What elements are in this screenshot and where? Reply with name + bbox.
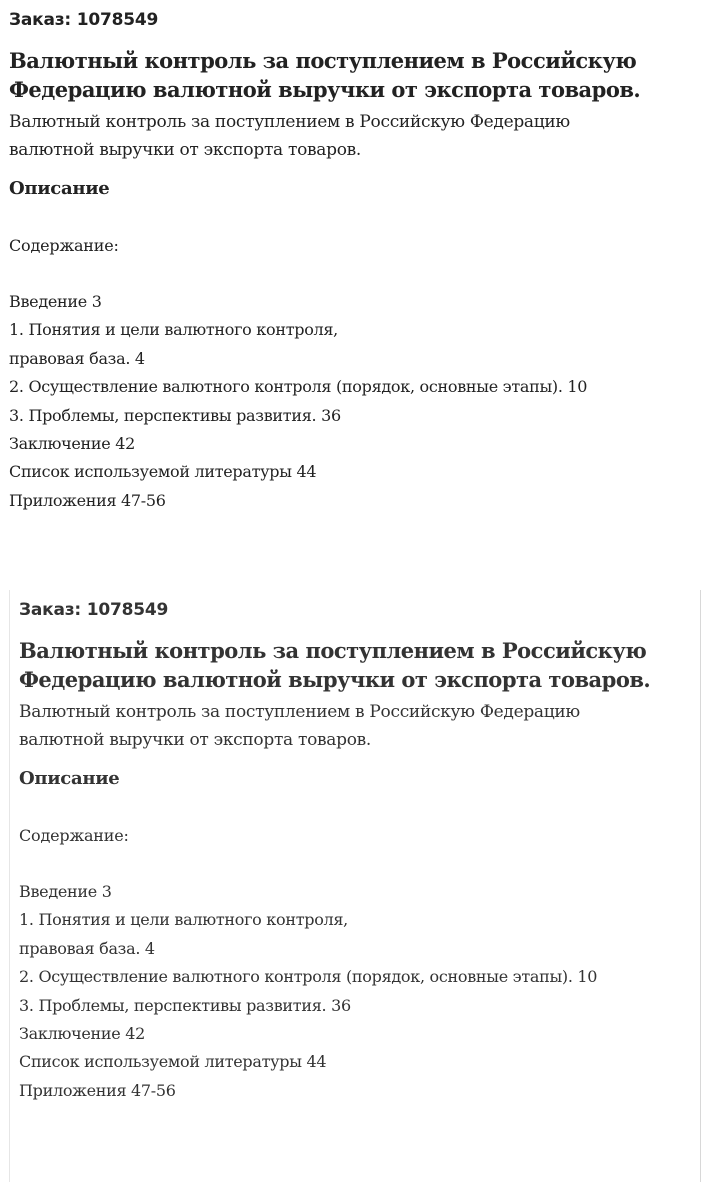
toc-item: 3. Проблемы, перспективы развития. 36 xyxy=(9,405,341,425)
contents-label: Содержание: xyxy=(9,236,119,255)
toc-item: 1. Понятия и цели валютного контроля, xyxy=(9,320,338,340)
toc-item: Введение 3 xyxy=(9,292,102,311)
document-title-line: Валютный контроль за поступлением в Российскую xyxy=(19,638,647,663)
description-heading: Описание xyxy=(19,768,120,789)
document-block-duplicate xyxy=(9,590,701,1182)
document-title-line: Федерацию валютной выручки от экспорта товаров. xyxy=(9,77,641,102)
toc-item: правовая база. 4 xyxy=(19,938,155,958)
toc-item: Введение 3 xyxy=(19,882,112,901)
toc-item: 1. Понятия и цели валютного контроля, xyxy=(19,910,348,930)
document-title-line: Федерацию валютной выручки от экспорта товаров. xyxy=(19,667,651,692)
document-subtitle xyxy=(9,108,692,164)
toc-item: правовая база. 4 xyxy=(9,348,145,368)
toc-item: 3. Проблемы, перспективы развития. 36 xyxy=(19,995,351,1015)
toc-item: Список используемой литературы 44 xyxy=(9,462,317,482)
toc-item: Список используемой литературы 44 xyxy=(19,1052,327,1072)
document-subtitle xyxy=(19,698,691,754)
toc-item: Приложения 47-56 xyxy=(19,1080,176,1100)
toc-item: Заключение 42 xyxy=(19,1024,145,1044)
toc-item: Заключение 42 xyxy=(9,434,135,454)
order-number: Заказ: 1078549 xyxy=(19,600,169,620)
table-of-contents xyxy=(19,878,691,1105)
document-subtitle-line: валютной выручки от экспорта товаров. xyxy=(9,140,362,160)
table-of-contents xyxy=(9,288,692,515)
toc-item: 2. Осуществление валютного контроля (порядок, основные этапы). 10 xyxy=(19,967,598,987)
contents-label: Содержание: xyxy=(19,826,129,845)
order-number: Заказ: 1078549 xyxy=(9,10,159,30)
document-title xyxy=(9,46,692,104)
document-subtitle-line: Валютный контроль за поступлением в Российскую Федерацию xyxy=(9,112,570,132)
document-block-primary xyxy=(0,0,701,560)
toc-item: Приложения 47-56 xyxy=(9,490,166,510)
document-title-line: Валютный контроль за поступлением в Российскую xyxy=(9,48,637,73)
description-heading: Описание xyxy=(9,178,110,199)
toc-item: 2. Осуществление валютного контроля (порядок, основные этапы). 10 xyxy=(9,377,588,397)
document-title xyxy=(19,636,691,694)
document-subtitle-line: Валютный контроль за поступлением в Российскую Федерацию xyxy=(19,702,580,722)
document-subtitle-line: валютной выручки от экспорта товаров. xyxy=(19,730,372,750)
